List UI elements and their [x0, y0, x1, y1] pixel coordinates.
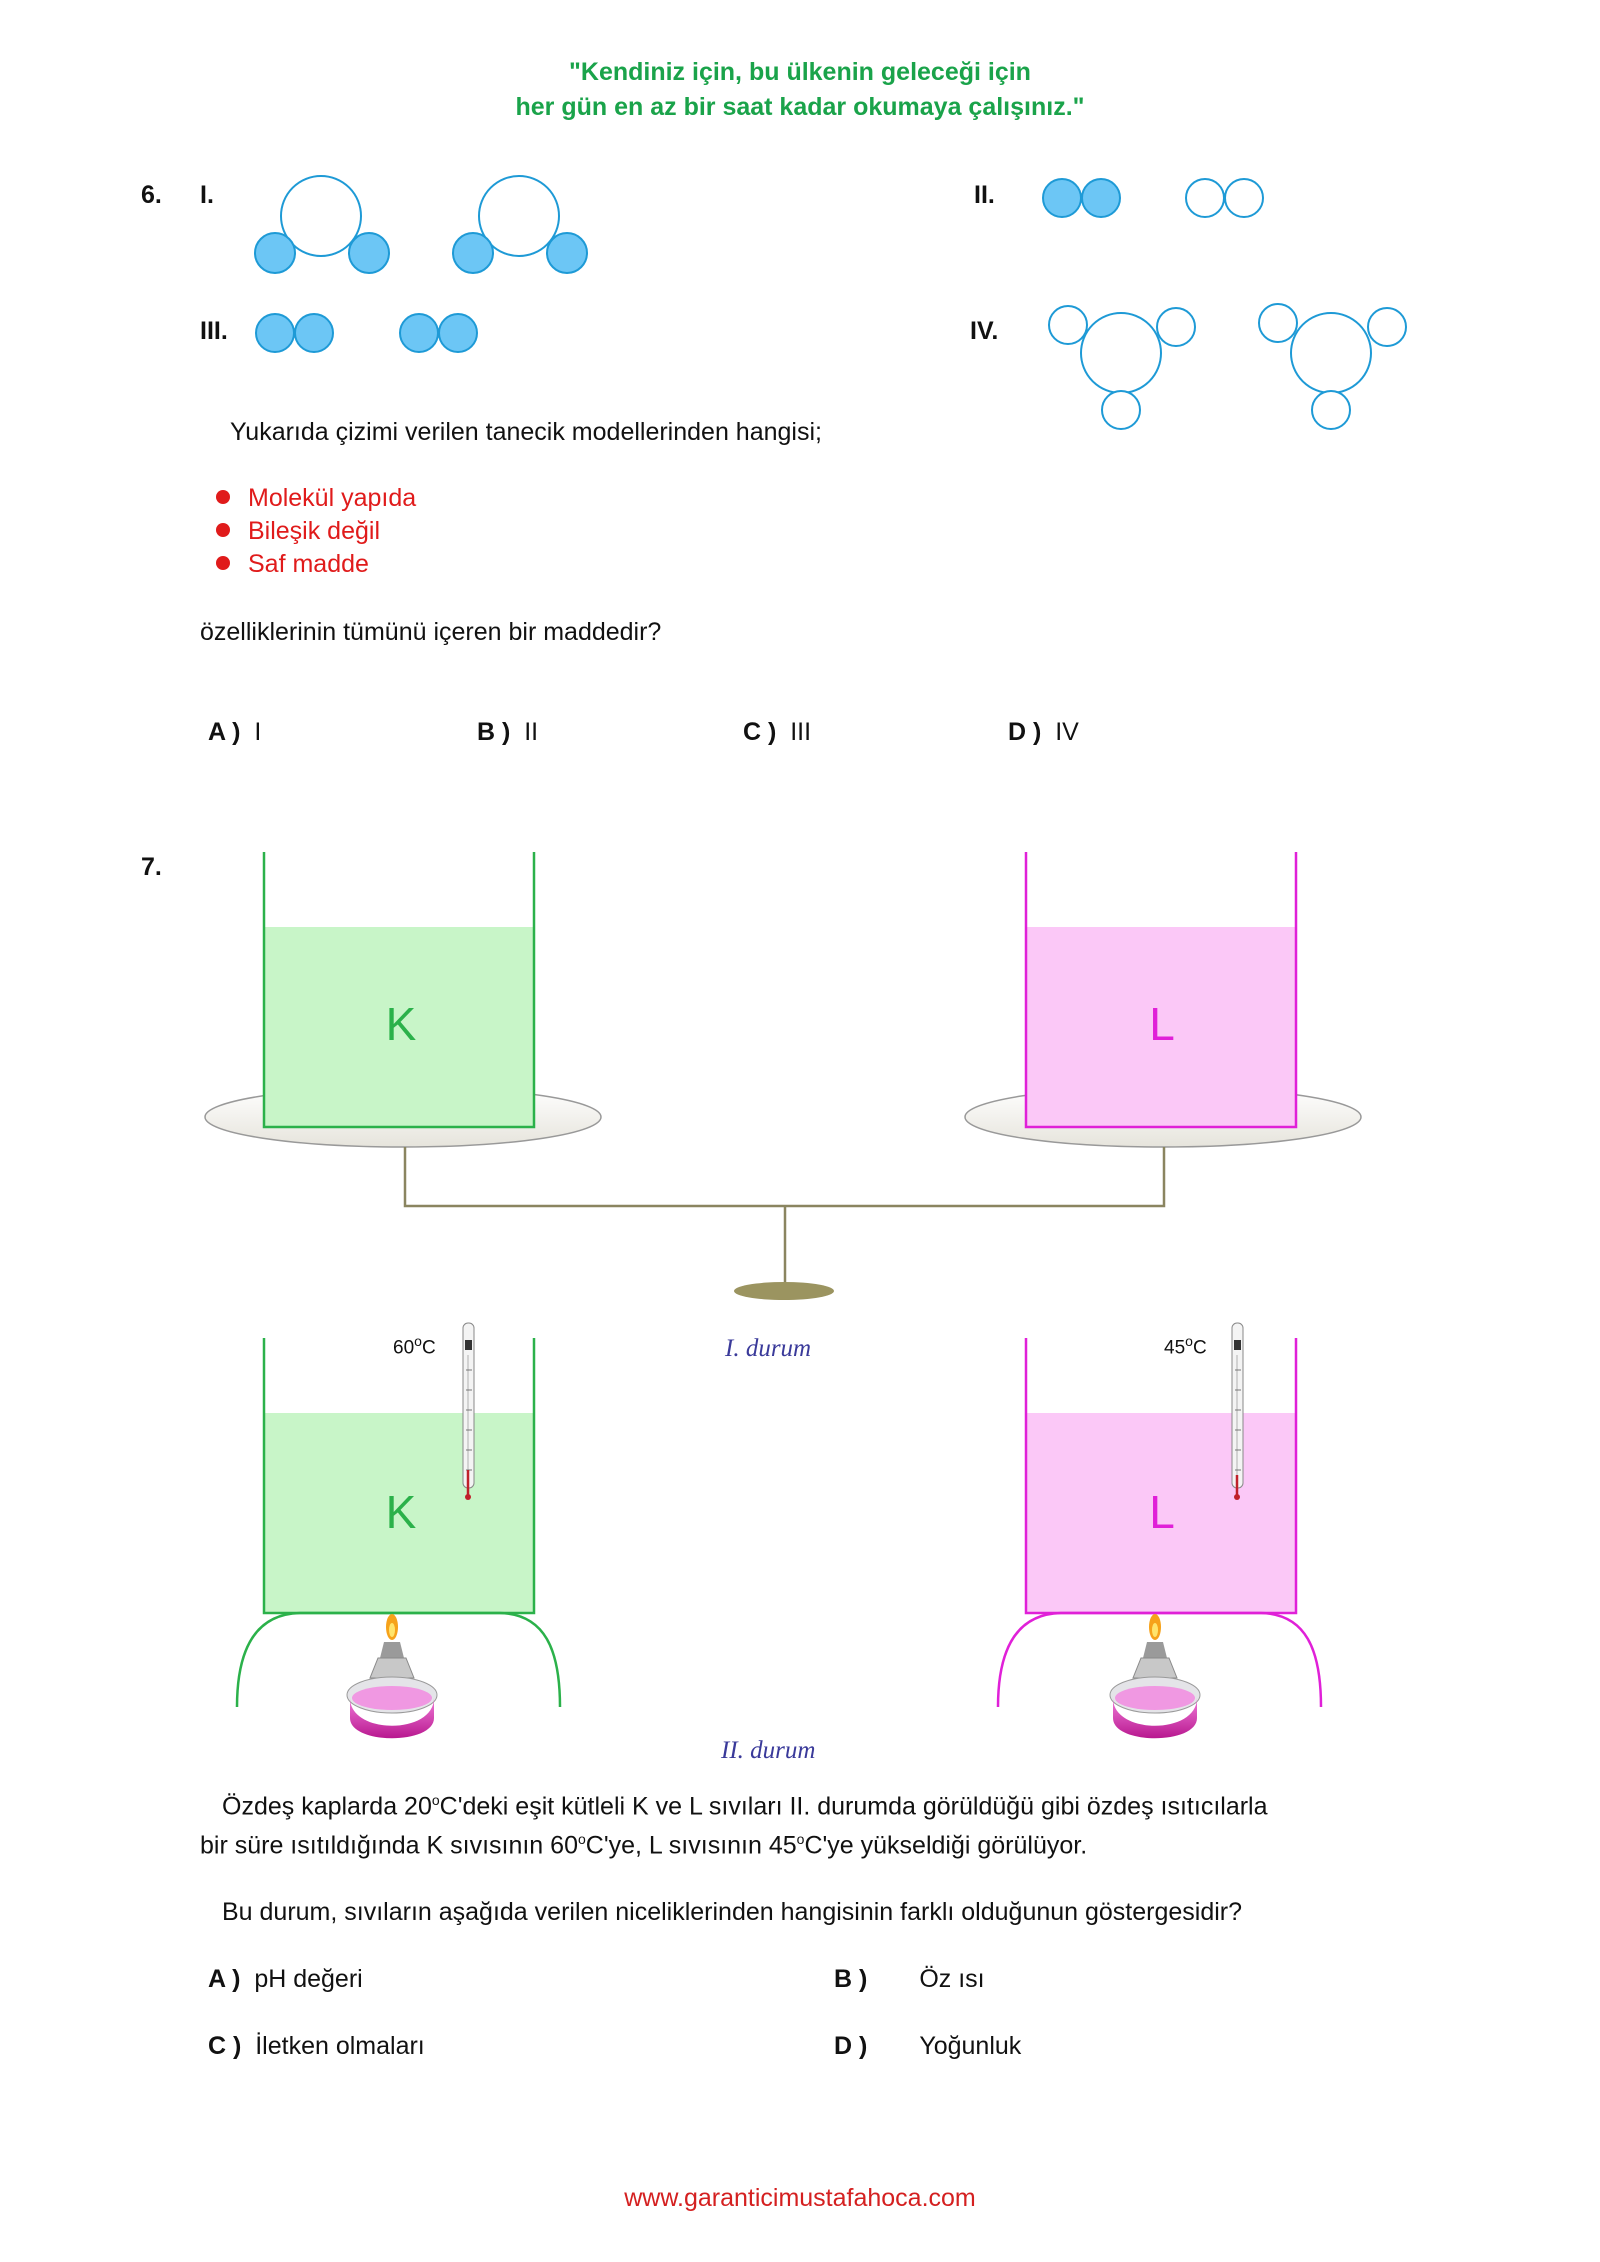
model-3-diagram [256, 314, 477, 352]
motto-line-1: "Kendiniz için, bu ülkenin geleceği için [569, 58, 1031, 86]
experiment-figure [0, 830, 1600, 1770]
question-6-prompt: Yukarıda çizimi verilen tanecik modellerinden hangisi; [230, 418, 822, 446]
q6-option-d[interactable]: D ) IV [1008, 718, 1079, 746]
model-label-2: II. [974, 181, 995, 209]
particle-models [0, 0, 1600, 460]
beaker-l-top [1026, 852, 1296, 1127]
criterion-1: Molekül yapıda [216, 484, 416, 513]
caption-state-1: I. durum [725, 1335, 812, 1362]
motto-line-2: her gün en az bir saat kadar okumaya çalışınız." [515, 93, 1085, 121]
label-k-top: K [385, 998, 417, 1050]
criterion-2: Bileşik değil [216, 517, 380, 546]
question-7-number: 7. [141, 853, 162, 881]
q7-option-a[interactable]: A ) pH değeri [208, 1965, 363, 1993]
balance-beam [405, 1147, 1164, 1206]
q7-paragraph-line-1: Özdeş kaplarda 20$^o$C'deki eşit kütleli K ve L sıvıları II. durumda görüldüğü gibi özdeş ısıtıcılarla [222, 1792, 1268, 1821]
q7-option-d[interactable]: D ) Yoğunluk [834, 2032, 1022, 2060]
model-4-diagram [1049, 304, 1406, 429]
q6-option-b[interactable]: B ) II [477, 718, 539, 746]
footer-url[interactable]: www.garanticimustafahoca.com [624, 2184, 976, 2212]
temp-reading-l: 45$^o$C [1164, 1333, 1207, 1359]
q7-question: Bu durum, sıvıların aşağıda verilen niceliklerinden hangisinin farklı olduğunun göstergesidir? [222, 1898, 1243, 1926]
question-6-text: özelliklerinin tümünü içeren bir maddedir? [200, 618, 662, 646]
q7-option-b[interactable]: B ) Öz ısı [834, 1965, 985, 1993]
bullet-icon [216, 523, 230, 537]
model-label-4: IV. [970, 317, 999, 345]
burner-l-icon [1110, 1614, 1200, 1738]
bullet-icon [216, 490, 230, 504]
balance-base [734, 1282, 834, 1300]
model-label-3: III. [200, 317, 228, 345]
model-2-diagram [1043, 179, 1263, 217]
model-label-1: I. [200, 181, 214, 209]
caption-state-2: II. durum [721, 1737, 816, 1764]
temp-reading-k: 60$^o$C [393, 1333, 436, 1359]
q6-option-c[interactable]: C ) III [743, 718, 812, 746]
label-k-bottom: K [385, 1486, 417, 1538]
beaker-k-top [264, 852, 534, 1127]
burner-k-icon [347, 1614, 437, 1738]
bullet-icon [216, 556, 230, 570]
thermometer-k-icon [463, 1323, 474, 1500]
thermometer-l-icon [1232, 1323, 1243, 1500]
label-l-top: L [1149, 998, 1175, 1050]
q6-option-a[interactable]: A ) I [208, 718, 262, 746]
criterion-3: Saf madde [216, 550, 369, 579]
label-l-bottom: L [1149, 1486, 1175, 1538]
q7-option-c[interactable]: C ) İletken olmaları [208, 2032, 425, 2060]
question-6-number: 6. [141, 181, 162, 209]
q7-paragraph-line-2: bir süre ısıtıldığında K sıvısının 60$^o$C'ye, L sıvısının 45$^o$C'ye yükseldiği görülüyor. [200, 1831, 1088, 1860]
model-1-diagram [255, 176, 587, 273]
